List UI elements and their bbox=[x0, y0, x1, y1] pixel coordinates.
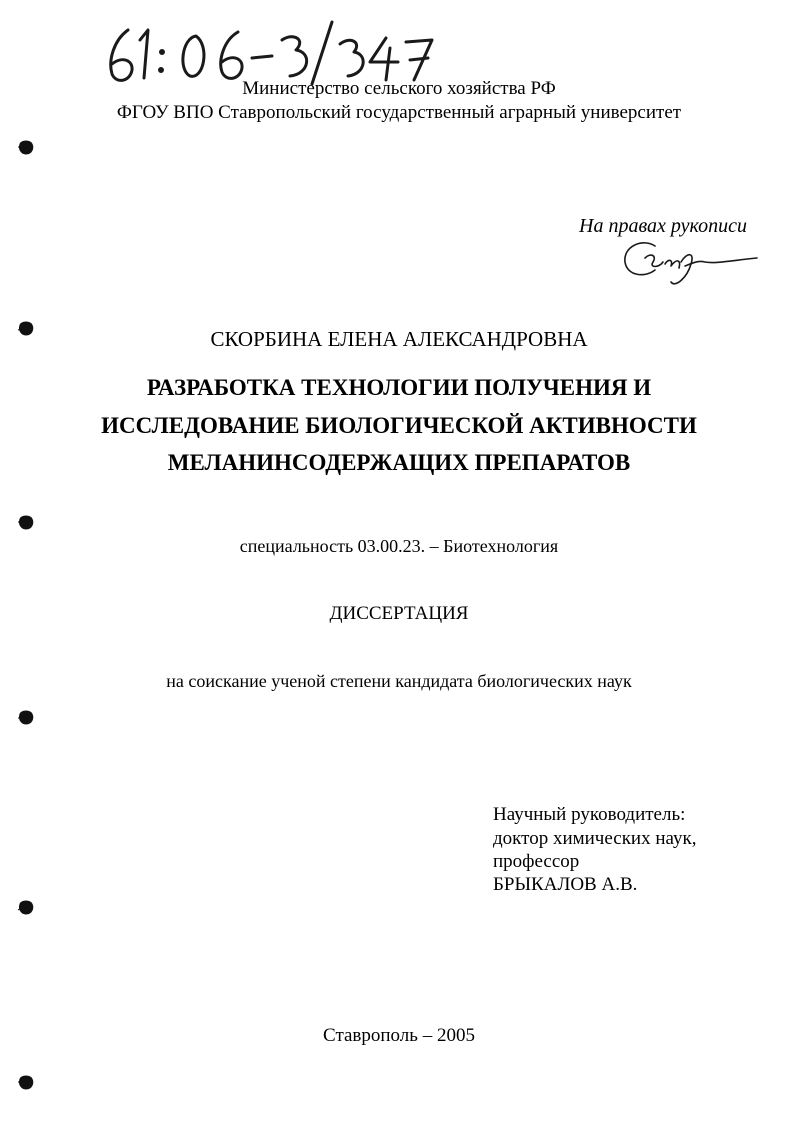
hole-punch-mark bbox=[16, 708, 36, 728]
ministry-name: Министерство сельского хозяйства РФ bbox=[242, 78, 556, 99]
supervisor-rank: профессор bbox=[493, 851, 580, 872]
supervisor-label: Научный руководитель: bbox=[493, 804, 686, 825]
degree-statement: на соискание ученой степени кандидата биологических наук bbox=[166, 671, 632, 691]
thesis-title-line-3: МЕЛАНИНСОДЕРЖАЩИХ ПРЕПАРАТОВ bbox=[167, 450, 631, 475]
hole-punch-mark bbox=[16, 138, 36, 158]
manuscript-note: На правах рукописи bbox=[579, 215, 747, 237]
thesis-title-line-1: РАЗРАБОТКА ТЕХНОЛОГИИ ПОЛУЧЕНИЯ И bbox=[146, 375, 652, 400]
supervisor-degree: доктор химических наук, bbox=[493, 828, 697, 849]
specialty: специальность 03.00.23. – Биотехнология bbox=[239, 536, 559, 556]
university-name: ФГОУ ВПО Ставропольский государственный аграрный университет bbox=[116, 102, 682, 123]
supervisor-name: БРЫКАЛОВ А.В. bbox=[493, 874, 638, 895]
signature bbox=[615, 222, 765, 292]
hole-punch-mark bbox=[16, 513, 36, 533]
hole-punch-mark bbox=[16, 1073, 36, 1093]
thesis-title-line-2: ИССЛЕДОВАНИЕ БИОЛОГИЧЕСКОЙ АКТИВНОСТИ bbox=[101, 413, 697, 438]
city-year: Ставрополь – 2005 bbox=[323, 1025, 475, 1046]
author-name: СКОРБИНА ЕЛЕНА АЛЕКСАНДРОВНА bbox=[210, 327, 588, 351]
hole-punch-mark bbox=[16, 898, 36, 918]
document-type: ДИССЕРТАЦИЯ bbox=[329, 603, 469, 624]
